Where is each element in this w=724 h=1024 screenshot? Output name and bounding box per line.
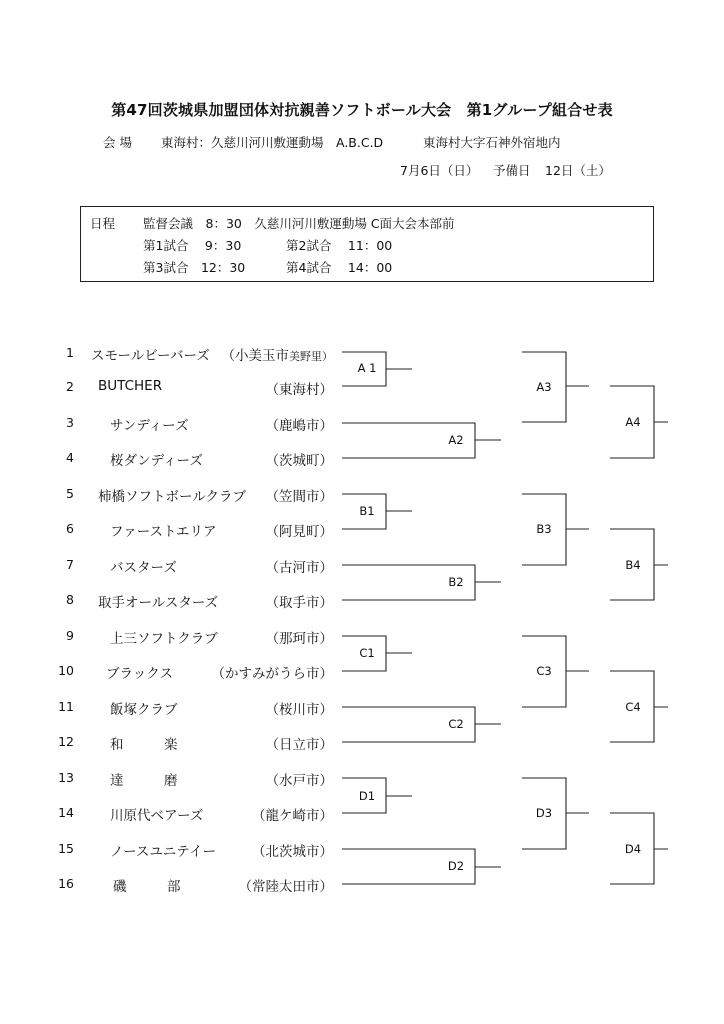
team-location xyxy=(222,344,334,364)
team-number: 2 xyxy=(66,379,74,394)
team-location xyxy=(266,449,334,469)
schedule-game-4: 第4試合 14：00 xyxy=(286,260,393,275)
team-number: 12 xyxy=(58,734,74,749)
team-name: 取手オールスターズ xyxy=(98,595,219,611)
team-location-main: （阿見町） xyxy=(265,524,333,540)
team-location-main: （東海村） xyxy=(265,382,333,398)
team-name: サンディーズ xyxy=(110,418,189,434)
match-label-round4: A4 xyxy=(625,415,641,429)
team-name: 磯 部 xyxy=(113,879,181,895)
team-name: 飯塚クラブ xyxy=(110,702,178,718)
team-location-main: （桜川市） xyxy=(265,702,333,718)
team-location xyxy=(266,378,334,398)
venue-address: 東海村大字石神外宿地内 xyxy=(423,135,561,150)
team-location-main: （古河市） xyxy=(265,560,333,576)
team-number: 9 xyxy=(66,628,74,643)
team-number: 7 xyxy=(66,557,74,572)
team-location-main: （茨城町） xyxy=(265,453,333,469)
schedule-meeting: 監督会議 8：30 久慈川河川敷運動場 C面大会本部前 xyxy=(143,216,455,231)
team-location-main: （取手市） xyxy=(265,595,333,611)
match-label-round2: C2 xyxy=(448,717,464,731)
team-number: 16 xyxy=(58,876,74,891)
team-location-main: （那珂市） xyxy=(265,631,333,647)
match-label-round4: D4 xyxy=(624,842,642,856)
team-number: 5 xyxy=(66,486,74,501)
team-location-main: （龍ケ崎市） xyxy=(252,808,333,824)
team-number: 1 xyxy=(66,345,74,360)
team-number: 11 xyxy=(58,699,74,714)
team-number: 10 xyxy=(58,663,74,678)
team-location-main: （常陸太田市） xyxy=(238,879,333,895)
team-location xyxy=(266,520,334,540)
team-location xyxy=(252,804,333,824)
match-label-round4: C4 xyxy=(625,700,641,714)
match-label-round2: B2 xyxy=(448,575,464,589)
team-location xyxy=(266,769,334,789)
match-label-round1: A 1 xyxy=(357,361,377,375)
match-label-round3: D3 xyxy=(535,806,553,820)
team-location-main: （鹿嶋市） xyxy=(265,418,333,434)
team-number: 4 xyxy=(66,450,74,465)
match-label-round3: C3 xyxy=(536,664,552,678)
team-name: 柿橋ソフトボールクラブ xyxy=(98,489,246,505)
team-location-main: （北茨城市） xyxy=(252,844,333,860)
schedule-game-1: 第1試合 9：30 xyxy=(143,238,242,253)
team-location xyxy=(212,662,334,682)
team-number: 8 xyxy=(66,592,74,607)
match-label-round3: A3 xyxy=(536,380,552,394)
match-label-round2: A2 xyxy=(448,433,464,447)
team-location xyxy=(266,414,334,434)
team-location-main: （小美玉市 xyxy=(221,348,289,364)
team-location xyxy=(266,485,334,505)
reserve-date: 12日（土） xyxy=(545,163,611,178)
team-name: 川原代ベアーズ xyxy=(110,808,204,824)
team-location xyxy=(252,840,333,860)
team-location xyxy=(266,733,334,753)
team-name: 桜ダンディーズ xyxy=(110,453,203,469)
team-location-sub: 美野里） xyxy=(289,350,333,363)
venue-name: 東海村：久慈川河川敷運動場 A.B.C.D xyxy=(161,135,384,150)
schedule-game-2: 第2試合 11：00 xyxy=(286,238,393,253)
team-number: 3 xyxy=(66,415,74,430)
team-name: 上三ソフトクラブ xyxy=(110,631,218,647)
team-location-main: （かすみがうら市） xyxy=(211,666,333,682)
match-label-round4: B4 xyxy=(625,558,641,572)
event-date: 7月6日（日） xyxy=(400,163,479,178)
team-name: BUTCHER xyxy=(98,378,163,394)
team-location xyxy=(266,591,334,611)
reserve-label: 予備日 xyxy=(493,163,531,178)
team-location xyxy=(266,627,334,647)
schedule-label: 日程 xyxy=(90,216,116,231)
match-label-round2: D2 xyxy=(447,859,465,873)
team-name: 和 楽 xyxy=(110,737,178,753)
team-location-main: （日立市） xyxy=(265,737,333,753)
team-number: 14 xyxy=(58,805,74,820)
team-number: 6 xyxy=(66,521,74,536)
match-label-round1: C1 xyxy=(359,646,375,660)
team-name: ファーストエリア xyxy=(110,524,217,540)
team-location xyxy=(266,556,334,576)
team-location xyxy=(266,698,334,718)
team-location-main: （水戸市） xyxy=(265,773,333,789)
team-number: 13 xyxy=(58,770,74,785)
match-label-round3: B3 xyxy=(536,522,552,536)
venue-label: 会 場 xyxy=(103,135,132,150)
page-title: 第47回茨城県加盟団体対抗親善ソフトボール大会 第1グループ組合せ表 xyxy=(111,101,613,119)
team-name: ノースユニテイー xyxy=(110,844,216,860)
team-name: ブラックス xyxy=(106,666,174,682)
team-name: 達 磨 xyxy=(110,773,178,789)
team-name: スモールビーバーズ xyxy=(91,348,210,364)
team-name: バスターズ xyxy=(110,560,177,576)
team-number: 15 xyxy=(58,841,74,856)
match-label-round1: D1 xyxy=(358,789,376,803)
team-location-main: （笠間市） xyxy=(265,489,333,505)
match-label-round1: B1 xyxy=(359,504,375,518)
team-location xyxy=(239,875,334,895)
schedule-game-3: 第3試合 12：30 xyxy=(143,260,246,275)
